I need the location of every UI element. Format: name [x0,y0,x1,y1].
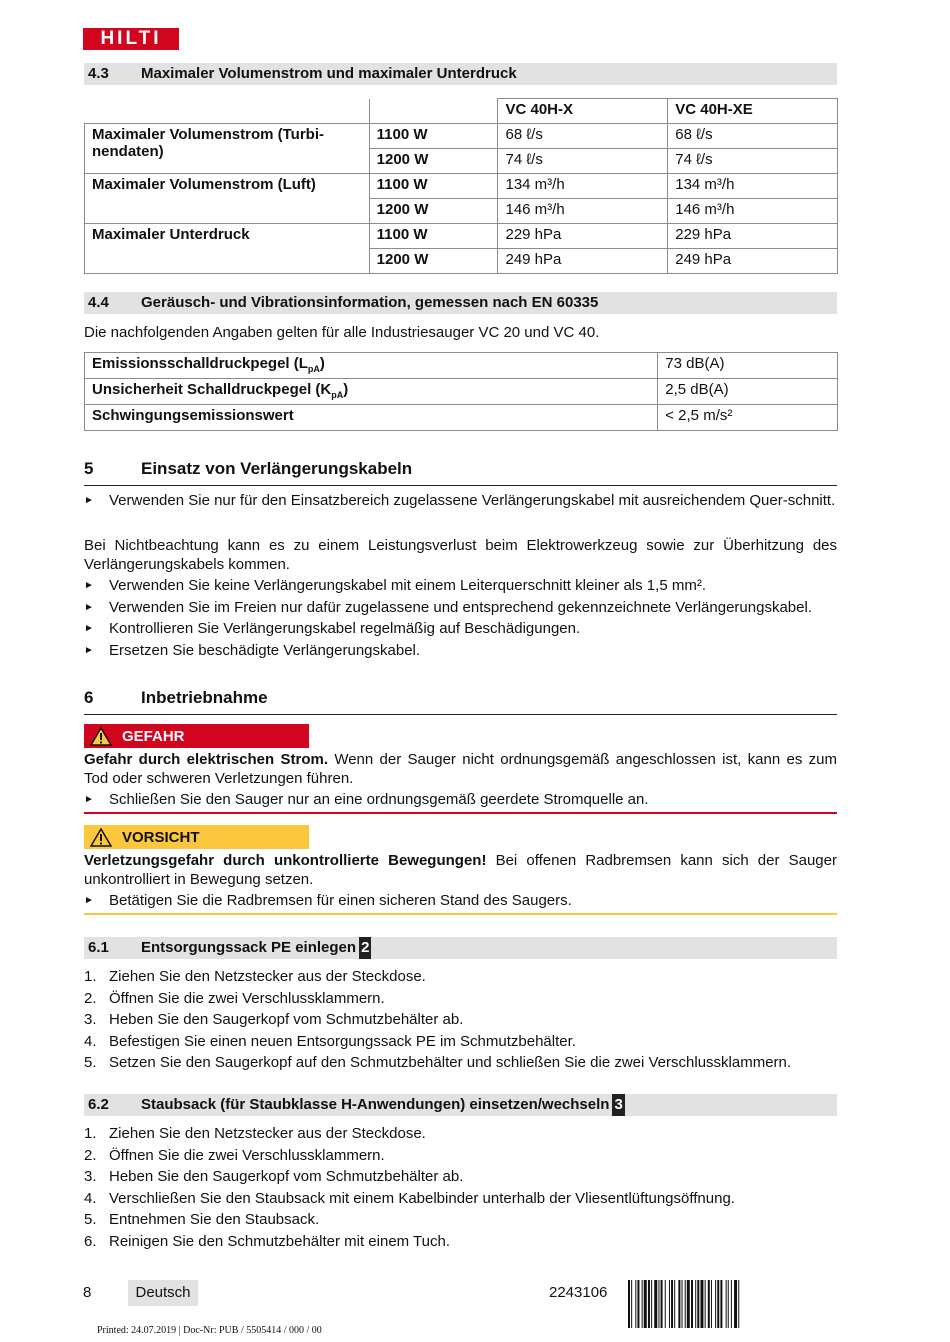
power-cell: 1200 W [369,149,498,174]
section-6-1-heading [84,937,837,959]
barcode-bar [671,1280,673,1328]
section-number: 6.2 [88,1096,109,1113]
paragraph: Bei Nichtbeachtung kann es zu einem Leistungsverlust beim Elektrowerkzeug sowie zur Überhitzung des Verlängerungskabels kommen. [84,537,837,573]
section-4-4-heading [84,292,837,314]
section-number: 4.4 [88,294,109,311]
section-title: Inbetriebnahme [141,688,268,707]
list-item: ► Schließen Sie den Sauger nur an eine ordnungsgemäß geerdete Stromquelle an. [84,791,649,808]
barcode-bar [631,1280,632,1328]
value-cell: 249 hPa [498,249,668,274]
col-header-vc40hx: VC 40H-X [498,99,668,124]
barcode-bar [642,1280,643,1328]
value-cell: 74 ℓ/s [498,149,668,174]
barcode-bar [644,1280,647,1328]
power-cell: 1200 W [369,249,498,274]
barcode-bar [715,1280,716,1328]
barcode-bar [635,1280,636,1328]
value-cell: 68 ℓ/s [498,124,668,149]
value-cell: 146 m³/h [668,199,838,224]
list-item: ► Verwenden Sie keine Verlängerungskabel mit einem Leiterquerschnitt kleiner als 1,5 mm². [84,577,706,594]
list-item: ► Ersetzen Sie beschädigte Verlängerungskabel. [84,642,421,659]
list-item: ► Kontrollieren Sie Verlängerungskabel regelmäßig auf Beschädigungen. [84,620,581,637]
bullet-arrow-icon: ► [84,495,94,506]
value-cell: 2,5 dB(A) [658,379,838,405]
power-cell: 1100 W [369,224,498,249]
warning-triangle-icon [90,828,112,847]
danger-label: GEFAHR [84,724,309,748]
power-cell: 1200 W [369,199,498,224]
barcode-bar [711,1280,712,1328]
bullet-arrow-icon: ► [84,580,94,591]
barcode [628,1280,838,1328]
barcode-bar [700,1280,703,1328]
barcode-bar [661,1280,663,1328]
barcode-bar [658,1280,659,1328]
logo-text: HILTI [100,28,162,49]
value-cell: 73 dB(A) [658,353,838,379]
value-cell: 134 m³/h [668,174,838,199]
danger-divider [84,812,837,814]
value-cell: 68 ℓ/s [668,124,838,149]
barcode-bar [678,1280,680,1328]
col-header-vc40hxe: VC 40H-XE [668,99,838,124]
bullet-arrow-icon: ► [84,602,94,613]
barcode-bar [728,1280,729,1328]
barcode-bar [648,1280,650,1328]
list-item: ► Betätigen Sie die Radbremsen für einen sicheren Stand des Saugers. [84,892,572,909]
barcode-bar [682,1280,683,1328]
barcode-bar [669,1280,670,1328]
section-6-2-heading [84,1094,837,1116]
section-number: 6.1 [88,939,109,956]
section-title: Geräusch- und Vibrationsinformation, gemessen nach EN 60335 [141,294,599,311]
section-number: 4.3 [88,65,109,82]
document-code: 2243106 [549,1284,608,1301]
print-info: Printed: 24.07.2019 | Doc-Nr: PUB / 5505414 / 000 / 00 [97,1325,322,1336]
power-cell: 1100 W [369,124,498,149]
row-label: Maximaler Unterdruck [85,224,370,274]
bullet-arrow-icon: ► [84,623,94,634]
value-cell: 134 m³/h [498,174,668,199]
barcode-bar [628,1280,630,1328]
section-title: Einsatz von Verlängerungskabeln [141,459,413,478]
section-number: 6 [84,688,94,707]
section-title: Entsorgungssack PE einlegen 2 [141,937,371,959]
list-item: 4. Befestigen Sie einen neuen Entsorgungssack PE im Schmutzbehälter. [84,1033,576,1050]
barcode-bar [708,1280,710,1328]
list-item: 2. Öffnen Sie die zwei Verschlussklammern. [84,990,385,1007]
caution-text: Verletzungsgefahr durch unkontrollierte Bewegungen! Bei offenen Radbremsen kann sich der Sauger unkontrolliert in Bewegung setzen. [84,852,837,888]
list-item: 5. Entnehmen Sie den Staubsack. [84,1211,320,1228]
barcode-bar [717,1280,719,1328]
list-item: 6. Reinigen Sie den Schmutzbehälter mit einem Tuch. [84,1233,451,1250]
value-cell: 249 hPa [668,249,838,274]
value-cell: 229 hPa [498,224,668,249]
danger-text: Gefahr durch elektrischen Strom. Wenn der Sauger nicht ordnungsgemäß angeschlossen ist, kann es zum Tod oder schweren Verletzungen führen. [84,751,837,787]
list-item: 1. Ziehen Sie den Netzstecker aus der Steckdose. [84,968,426,985]
list-item: 1. Ziehen Sie den Netzstecker aus der Steckdose. [84,1125,426,1142]
list-item: 4. Verschließen Sie den Staubsack mit einem Kabelbinder unterhalb der Vliesentlüftungsöffnung. [84,1190,735,1207]
barcode-bar [685,1280,686,1328]
barcode-bar [651,1280,652,1328]
section-6-heading [84,686,837,715]
barcode-bar [687,1280,690,1328]
language-badge: Deutsch [128,1280,198,1306]
list-item: ► Verwenden Sie nur für den Einsatzbereich zugelassene Verlängerungskabel mit ausreichendem Quer-schnitt. [84,492,836,509]
figure-ref: 2 [359,937,371,959]
section-title: Maximaler Volumenstrom und maximaler Unterdruck [141,65,517,82]
section-5-heading [84,457,837,486]
barcode-bar [695,1280,696,1328]
hilti-logo [83,28,179,50]
barcode-bar [697,1280,699,1328]
caution-divider [84,913,837,915]
row-label: Schwingungsemissionswert [85,405,658,431]
list-item: 3. Heben Sie den Saugerkopf vom Schmutzbehälter ab. [84,1168,464,1185]
barcode-bar [654,1280,657,1328]
bullet-arrow-icon: ► [84,895,94,906]
value-cell: 229 hPa [668,224,838,249]
barcode-bar [738,1280,739,1328]
list-item: ► Verwenden Sie im Freien nur dafür zugelassene und entsprechend gekennzeichnete Verlängerungskabel. [84,599,812,616]
barcode-bar [731,1280,732,1328]
caution-label: VORSICHT [84,825,309,849]
row-label: Maximaler Volumenstrom (Luft) [85,174,370,224]
value-cell: 74 ℓ/s [668,149,838,174]
warning-triangle-icon [90,727,112,746]
figure-ref: 3 [612,1094,624,1116]
row-label: Emissionsschalldruckpegel $(L_{pA})$ [85,353,658,379]
section-title: Staubsack (für Staubklasse H-Anwendungen) einsetzen/wechseln 3 [141,1094,625,1116]
volume-flow-table [84,98,838,274]
value-cell: < 2,5 m/s² [658,405,838,431]
barcode-bar [637,1280,639,1328]
row-label: Unsicherheit Schalldruckpegel $(K_{pA})$ [85,379,658,405]
list-item: 5. Setzen Sie den Saugerkopf auf den Schmutzbehälter und schließen Sie die zwei Verschlussklammern. [84,1054,792,1071]
barcode-bar [734,1280,737,1328]
barcode-bar [674,1280,675,1328]
list-item: 3. Heben Sie den Saugerkopf vom Schmutzbehälter ab. [84,1011,464,1028]
row-label: Maximaler Volumenstrom (Turbi-nendaten) [85,124,370,174]
barcode-bar [726,1280,727,1328]
list-item: 2. Öffnen Sie die zwei Verschlussklammern. [84,1147,385,1164]
power-cell: 1100 W [369,174,498,199]
noise-vibration-table [84,352,838,431]
section-4-4-intro: Die nachfolgenden Angaben gelten für alle Industriesauger VC 20 und VC 40. [84,324,600,341]
barcode-bar [665,1280,666,1328]
page-number: 8 [83,1284,92,1301]
section-number: 5 [84,459,94,478]
barcode-bar [720,1280,722,1328]
bullet-arrow-icon: ► [84,645,94,656]
barcode-bar [705,1280,706,1328]
bullet-arrow-icon: ► [84,794,94,805]
barcode-bar [691,1280,693,1328]
value-cell: 146 m³/h [498,199,668,224]
section-4-3-heading [84,63,837,85]
